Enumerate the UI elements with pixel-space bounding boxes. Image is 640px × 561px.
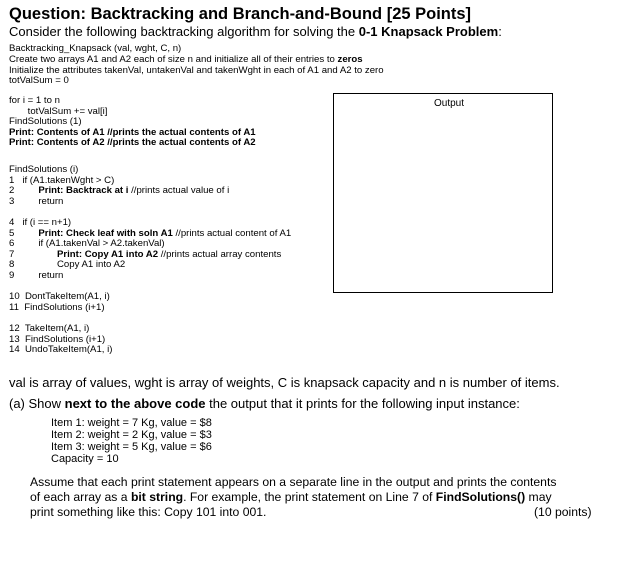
code-line-signature: Backtracking_Knapsack (val, wght, C, n) [9,43,182,54]
assume-text: of each array as a [30,490,131,504]
code-line-2 [9,186,229,197]
code-line-5: 5 Print: Check leaf with soln A1 //prints actual content of A1 [9,227,292,239]
capacity: Capacity = 10 [51,453,119,465]
assume-text-end: may [525,490,552,504]
item-2: Item 2: weight = 2 Kg, value = $3 [51,429,212,441]
assume-text-mid: . For example, the print statement on Line 7 of [183,490,436,504]
assume-line-3: print something like this: Copy 101 into 001. [30,505,267,519]
code-line-init-attributes: Initialize the attributes takenVal, untakenVal and takenWght in each of A1 and A2 to zero [9,64,384,76]
code-line-3: 3 return [9,195,64,207]
output-box [333,93,553,293]
code-line-7: 7 Print: Copy A1 into A2 //prints actual array contents [9,248,282,260]
subtitle-problem-name: 0-1 Knapsack Problem [358,24,499,39]
code-line-6: 6 if (A1.takenVal > A2.takenVal) [9,238,165,249]
description-text: val is array of values, wght is array of weights, C is knapsack capacity and n is number of items. [9,375,560,390]
question-title: Question: Backtracking and Branch-and-Bound [25 Points] [9,5,472,23]
code-line-find-call: FindSolutions (1) [9,116,82,127]
assume-line-1: Assume that each print statement appears on a separate line in the output and prints the contents [30,475,557,489]
code-line-14: 14 UndoTakeItem(A1, i) [9,344,113,355]
code-zeros-word: zeros [337,54,363,65]
part-a-suffix: the output that it prints for the following input instance: [205,396,520,411]
code-line-10: 10 DontTakeItem(A1, i) [9,291,110,302]
assume-function-name: FindSolutions() [435,490,526,504]
code-line-totvalsum: totValSum = 0 [9,75,69,86]
code-line-create-arrays [9,55,363,66]
subtitle-colon: : [498,24,502,39]
assume-line-2 [30,490,552,504]
code-line-9: 9 return [9,269,64,281]
code-line-find-header: FindSolutions (i) [9,164,79,175]
item-3: Item 3: weight = 5 Kg, value = $6 [51,441,212,453]
item-1: Item 1: weight = 7 Kg, value = $8 [51,417,212,429]
code-line-12: 12 TakeItem(A1, i) [9,323,90,334]
code-line-8: 8 Copy A1 into A2 [9,259,126,270]
part-a-instruction [9,396,520,411]
code-line-accumulate: totValSum += val[i] [9,105,108,117]
code-line-13: 13 FindSolutions (i+1) [9,333,106,345]
code-line-for: for i = 1 to n [9,95,60,106]
code-line-11: 11 FindSolutions (i+1) [9,301,105,313]
subtitle-text: Consider the following backtracking algorithm for solving the [9,24,359,39]
points-label: (10 points) [534,505,592,519]
part-a-emphasis: next to the above code [64,396,206,411]
code-line-print-a2: Print: Contents of A2 //prints the actual contents of A2 [9,137,256,148]
code-line-4: 4 if (i == n+1) [9,217,72,228]
assume-bit-string: bit string [130,490,184,504]
code-line-print-a1: Print: Contents of A1 //prints the actual contents of A1 [9,126,256,138]
output-label: Output [434,98,465,109]
code-text: Create two arrays A1 and A2 each of size n and initialize all of their entries to [9,54,338,65]
question-subtitle [9,24,502,39]
part-a-prefix: (a) Show [9,396,65,411]
code-line-1: 1 if (A1.takenWght > C) [9,174,115,186]
code-text: 2 Print: Backtrack at i //prints actual value of i [9,185,230,196]
